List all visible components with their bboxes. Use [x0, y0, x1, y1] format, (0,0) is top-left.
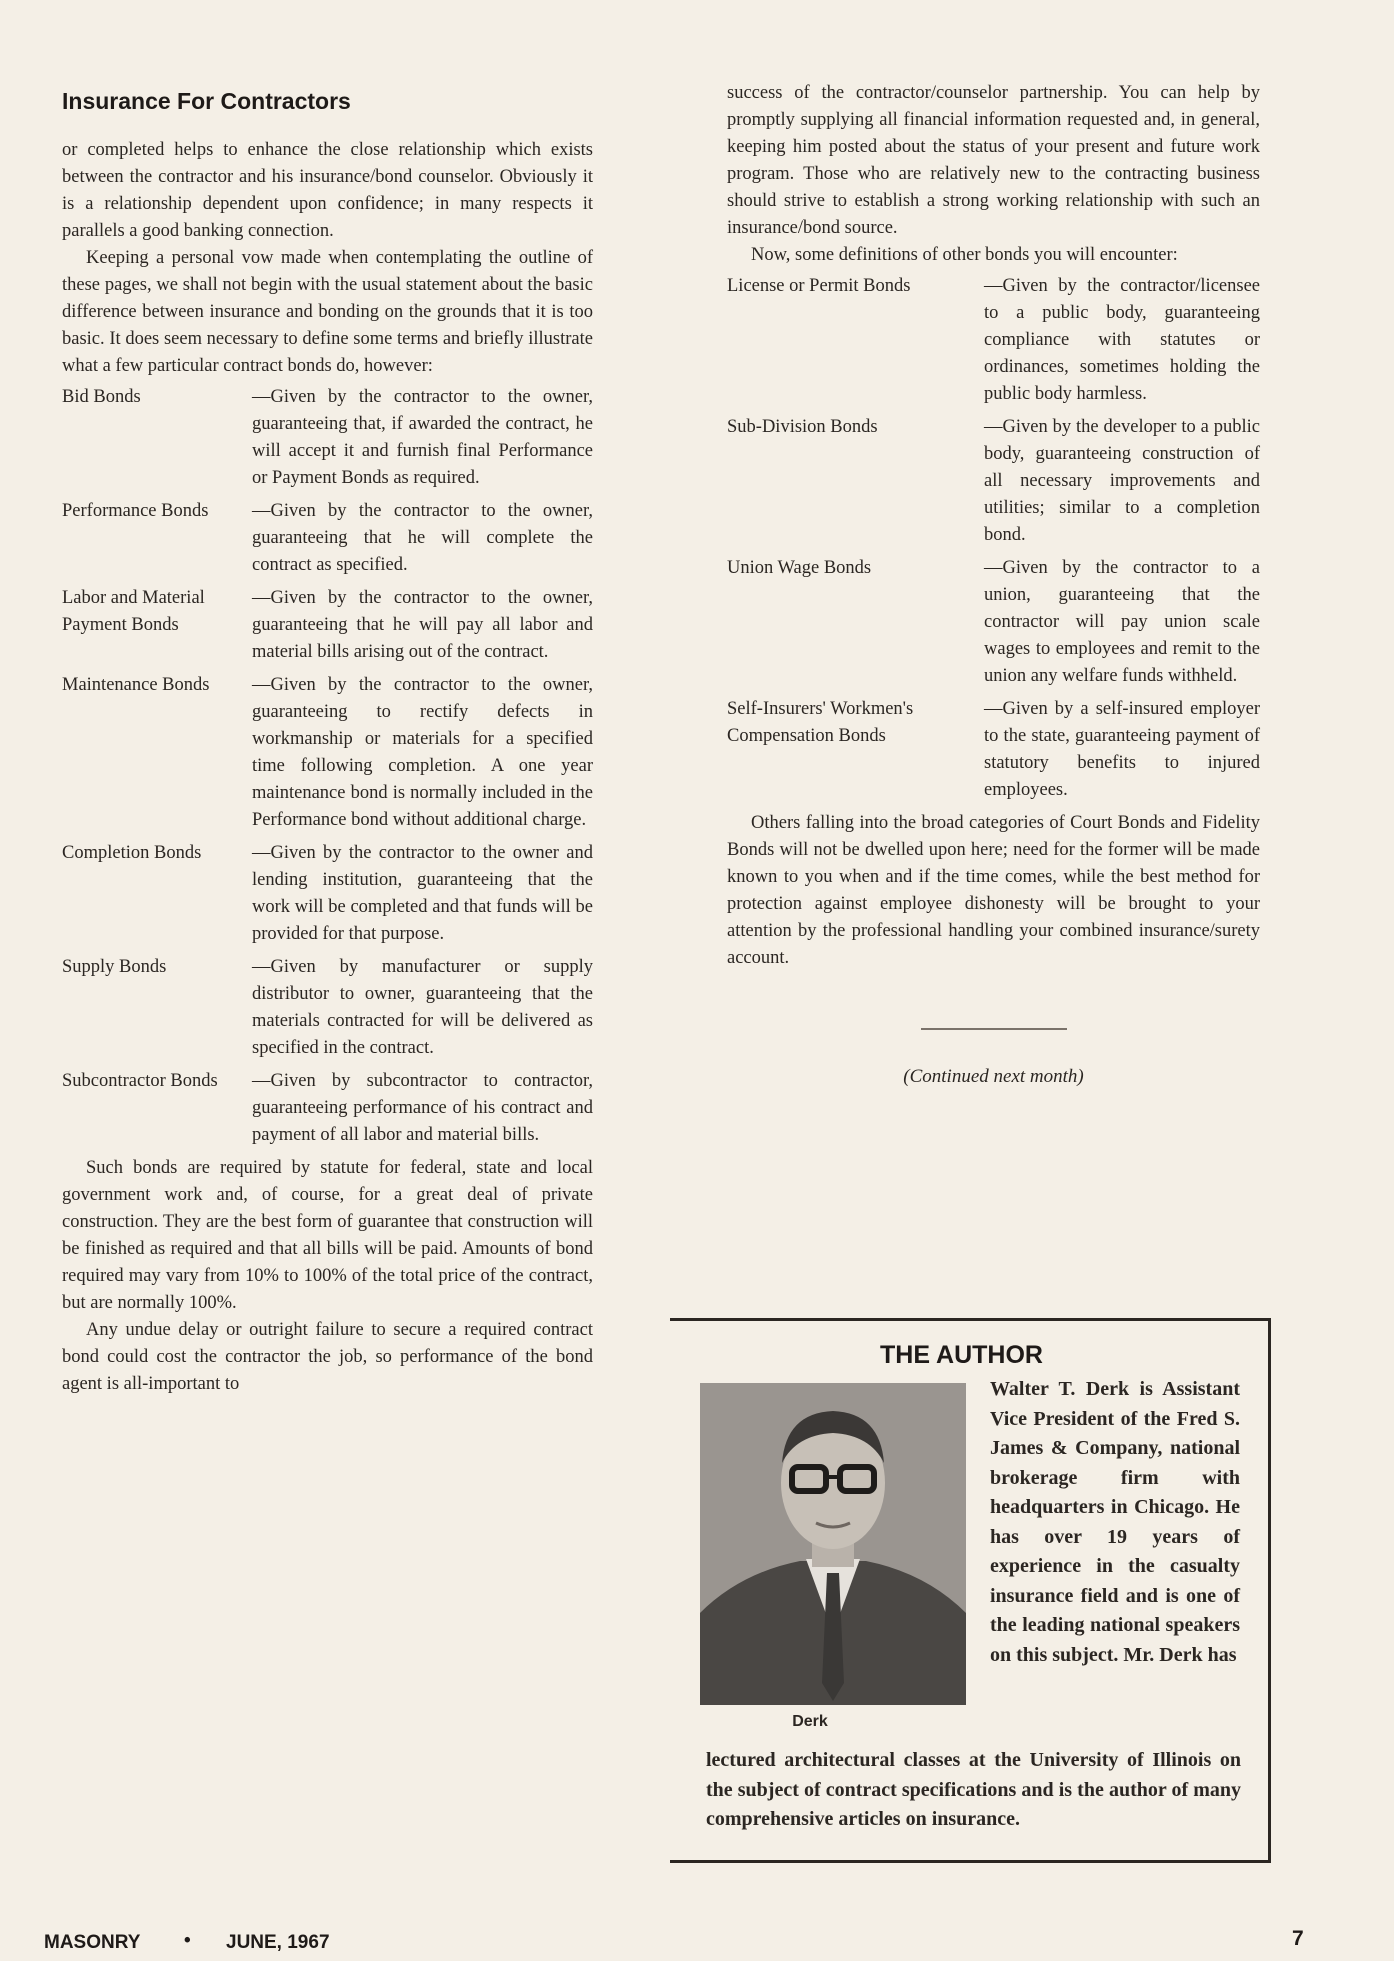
bond-name: Union Wage Bonds	[727, 558, 872, 578]
bond-description: —Given by the contractor to the owner, guaranteeing to rectify defects in workmanship or materials for a specified time following completion. A one year maintenance bond is normally included in the Performance bond without additional charge.	[252, 675, 593, 830]
bond-description: —Given by a self-insured employer to the state, guaranteeing payment of statutory benefits to injured employees.	[984, 699, 1260, 800]
bond-definition	[62, 1068, 593, 1149]
bond-description: —Given by the contractor to a union, guaranteeing that the contractor will pay union scale wages to employees and remit to the union any welfare funds withheld.	[984, 558, 1260, 686]
issue-date: JUNE, 1967	[226, 1932, 330, 1953]
bond-name: Labor and Material Payment Bonds	[62, 588, 205, 635]
bond-definition	[62, 384, 593, 492]
bond-description: —Given by the contractor/licensee to a public body, guaranteeing compliance with statutes or ordinances, sometimes holding the public body harmless.	[984, 276, 1260, 404]
bond-definitions-list	[62, 384, 593, 1149]
bond-name: Subcontractor Bonds	[62, 1071, 218, 1091]
author-photo	[700, 1383, 966, 1705]
bond-name: Supply Bonds	[62, 957, 167, 977]
bond-definitions-list	[727, 273, 1260, 804]
bond-name: Bid Bonds	[62, 387, 141, 407]
paragraph: or completed helps to enhance the close relationship which exists between the contractor and his insurance/bond counselor. Obviously it is a relationship dependent upon confidence; in many respects it parallels a good banking connection.	[62, 140, 593, 241]
paragraph: Any undue delay or outright failure to secure a required contract bond could cost the contractor the job, so performance of the bond agent is all-important to	[62, 1320, 593, 1394]
bond-name: Performance Bonds	[62, 501, 209, 521]
publication-name: MASONRY	[44, 1932, 141, 1953]
bond-definition	[727, 696, 1260, 804]
left-column	[62, 80, 593, 1398]
bond-name: Maintenance Bonds	[62, 675, 210, 695]
photo-caption: Derk	[792, 1713, 828, 1730]
bullet-separator: •	[184, 1930, 191, 1951]
author-box-title: THE AUTHOR	[880, 1341, 1043, 1369]
paragraph: Now, some definitions of other bonds you will encounter:	[751, 245, 1178, 265]
bond-description: —Given by the contractor to the owner, guaranteeing that he will complete the contract as specified.	[252, 501, 593, 575]
paragraph: Keeping a personal vow made when contemplating the outline of these pages, we shall not begin with the usual statement about the basic difference between insurance and bonding on the grounds that it is too basic. It does seem necessary to define some terms and briefly illustrate what a few particular contract bonds do, however:	[62, 248, 593, 376]
bond-description: —Given by the contractor to the owner, guaranteeing that, if awarded the contract, he will accept it and furnish final Performance or Payment Bonds as required.	[252, 387, 593, 488]
bond-definition	[62, 840, 593, 948]
bond-definition	[727, 555, 1260, 690]
author-bio-continued: lectured architectural classes at the University of Illinois on the subject of contract specifications and is the author of many comprehensive articles on insurance.	[706, 1749, 1241, 1830]
bond-definition	[62, 498, 593, 579]
bond-name: Self-Insurers' Workmen's Compensation Bonds	[727, 699, 914, 746]
bond-name: Completion Bonds	[62, 843, 202, 863]
paragraph: success of the contractor/counselor partnership. You can help by promptly supplying all financial information requested and, in general, keeping him posted about the status of your present and future work program. Those who are relatively new to the contracting business should strive to establish a strong working relationship with such an insurance/bond source.	[727, 83, 1260, 238]
bond-definition	[727, 273, 1260, 408]
bond-description: —Given by the developer to a public body, guaranteeing construction of all necessary improvements and utilities; similar to a completion bond.	[984, 417, 1260, 545]
bond-definition	[62, 585, 593, 666]
bond-description: —Given by the contractor to the owner and lending institution, guaranteeing that the work will be completed and that funds will be provided for that purpose.	[252, 843, 593, 944]
right-column	[727, 80, 1260, 1088]
article-heading: Insurance For Contractors	[62, 88, 351, 114]
bond-definition	[727, 414, 1260, 549]
author-bio: Walter T. Derk is Assistant Vice President of the Fred S. James & Company, national brokerage firm with headquarters in Chicago. He has over 19 years of experience in the casualty insurance field and is one of the leading national speakers on this subject. Mr. Derk has	[990, 1378, 1240, 1666]
bond-definition	[62, 954, 593, 1062]
page-number: 7	[1292, 1927, 1304, 1950]
section-divider	[921, 1028, 1067, 1030]
bond-definition	[62, 672, 593, 834]
bond-description: —Given by manufacturer or supply distributor to owner, guaranteeing that the materials contracted for will be delivered as specified in the contract.	[252, 957, 593, 1058]
bond-description: —Given by subcontractor to contractor, guaranteeing performance of his contract and payment of all labor and material bills.	[252, 1071, 593, 1145]
bond-description: —Given by the contractor to the owner, guaranteeing that he will pay all labor and material bills arising out of the contract.	[252, 588, 593, 662]
author-box	[670, 1318, 1271, 1863]
bond-name: Sub-Division Bonds	[727, 417, 878, 437]
paragraph: Others falling into the broad categories of Court Bonds and Fidelity Bonds will not be dwelled upon here; need for the former will be made known to you when and if the time comes, while the best method for protection against employee dishonesty will be brought to your attention by the professional handling your combined insurance/surety account.	[727, 813, 1260, 968]
bond-name: License or Permit Bonds	[727, 276, 911, 296]
continued-note: (Continued next month)	[903, 1066, 1084, 1087]
paragraph: Such bonds are required by statute for federal, state and local government work and, of course, for a great deal of private construction. They are the best form of guarantee that construction will be finished as required and that all bills will be paid. Amounts of bond required may vary from 10% to 100% of the total price of the contract, but are normally 100%.	[62, 1158, 593, 1313]
